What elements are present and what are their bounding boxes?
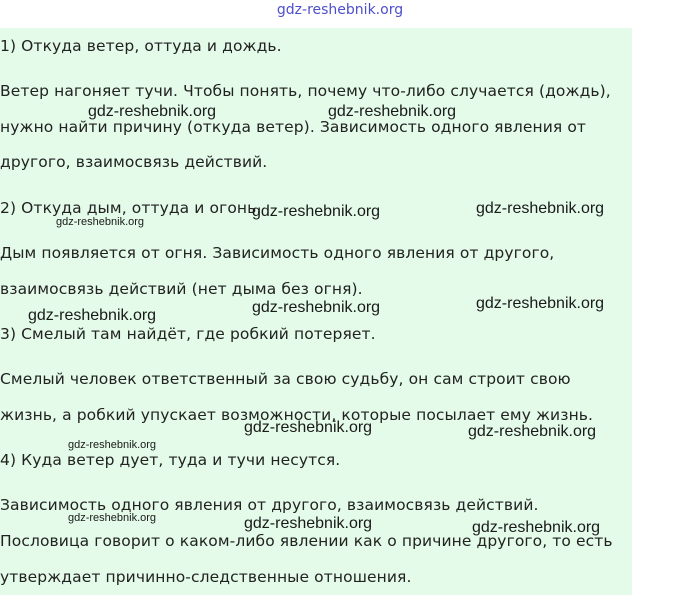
watermark: gdz-reshebnik.org [68,512,157,524]
text-line-answer-3-title: 3) Смелый там найдёт, где робкий потеряет. [0,325,376,343]
text-line: Зависимость одного явления от другого, взаимосвязь действий. [0,496,539,514]
text-line: утверждает причинно-следственные отношения. [0,568,412,586]
text-line-answer-2-title: 2) Откуда дым, оттуда и огонь. [0,199,262,217]
text-line: Пословица говорит о каком-либо явлении как о причине другого, то есть [0,532,613,550]
text-line-answer-4-title: 4) Куда ветер дует, туда и тучи несутся. [0,451,341,469]
text-line: жизнь, а робкий упускает возможности, которые посылает ему жизнь. [0,406,594,424]
watermark: gdz-reshebnik.org [28,307,157,324]
text-line: Ветер нагоняет тучи. Чтобы понять, почему что-либо случается (дождь), [0,82,611,100]
text-line: Дым появляется от огня. Зависимость одного явления от другого, [0,244,555,262]
watermark: gdz-reshebnik.org [468,423,597,440]
text-line: другого, взаимосвязь действий. [0,153,268,171]
text-line: взаимосвязь действий (нет дыма без огня). [0,280,363,298]
text-line: нужно найти причину (откуда ветер). Зависимость одного явления от [0,118,587,136]
text-line-answer-1-title: 1) Откуда ветер, оттуда и дождь. [0,37,282,55]
watermark: gdz-reshebnik.org [244,515,373,532]
watermark: gdz-reshebnik.org [252,299,381,316]
watermark: gdz-reshebnik.org [244,419,373,436]
site-watermark-header: gdz-reshebnik.org [276,2,404,18]
text-line: Смелый человек ответственный за свою судьбу, он сам строит свою [0,370,571,388]
watermark: gdz-reshebnik.org [476,200,605,217]
watermark: gdz-reshebnik.org [68,439,157,451]
watermark: gdz-reshebnik.org [328,103,457,120]
watermark: gdz-reshebnik.org [472,519,601,536]
watermark: gdz-reshebnik.org [56,216,145,228]
watermark: gdz-reshebnik.org [476,295,605,312]
watermark: gdz-reshebnik.org [88,103,217,120]
watermark: gdz-reshebnik.org [252,203,381,220]
